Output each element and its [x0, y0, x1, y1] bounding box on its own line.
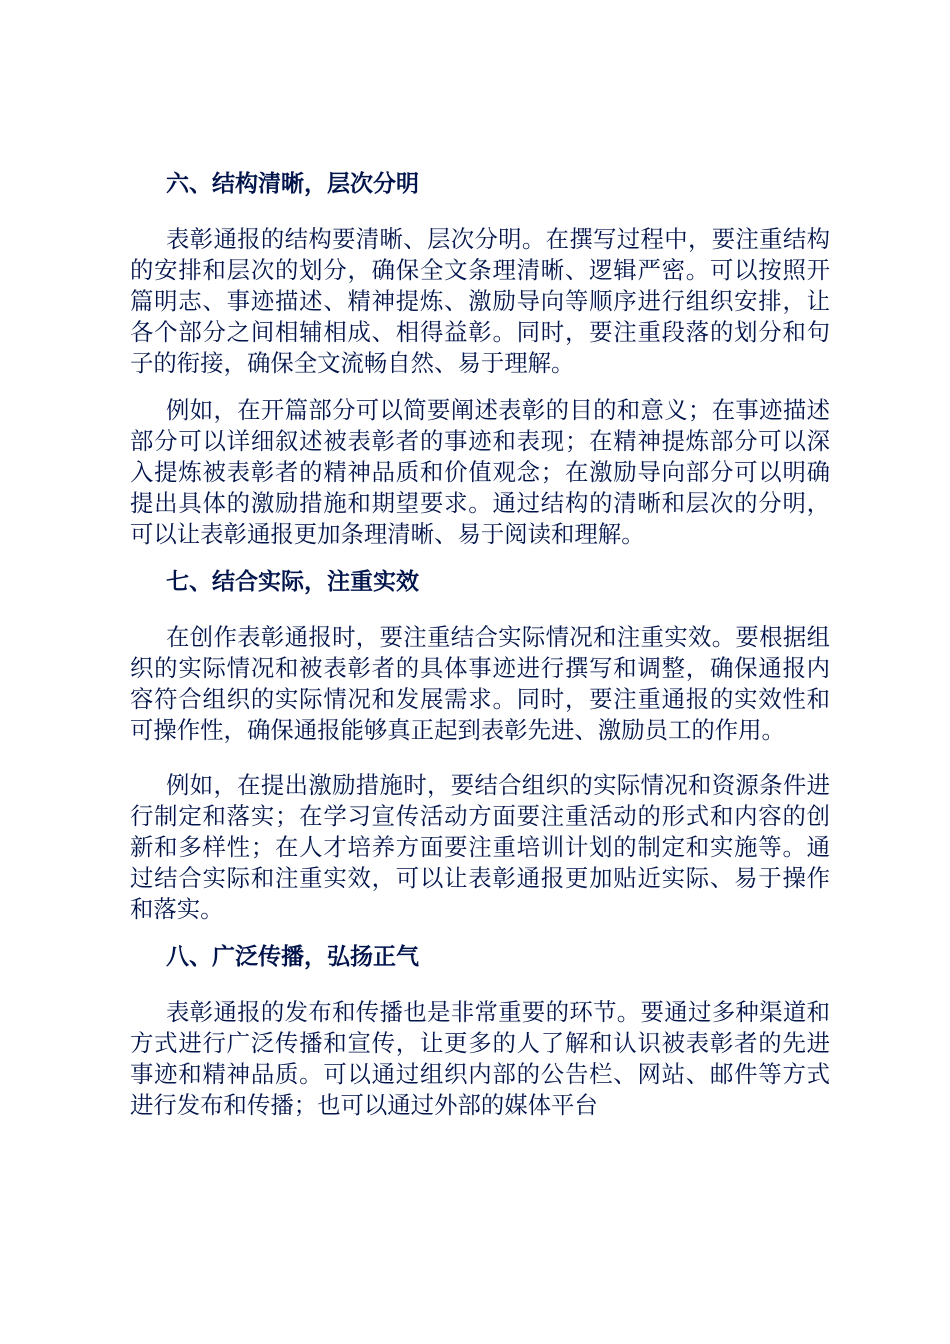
section-paragraph: 表彰通报的发布和传播也是非常重要的环节。要通过多种渠道和方式进行广泛传播和宣传，让更多的人了解和认识被表彰者的先进事迹和精神品质。可以通过组织内部的公告栏、网站、邮件等方式进行发布和传播；也可以通过外部的媒体平台 [130, 998, 830, 1119]
section-paragraph: 例如，在提出激励措施时，要结合组织的实际情况和资源条件进行制定和落实；在学习宣传活动方面要注重活动的形式和内容的创新和多样性；在人才培养方面要注重培训计划的制定和实施等。通过结合实际和注重实效，可以让表彰通报更加贴近实际、易于操作和落实。 [130, 771, 830, 923]
document-body [130, 166, 830, 1145]
section-heading: 六、结构清晰，层次分明 [166, 171, 419, 197]
section-paragraph: 表彰通报的结构要清晰、层次分明。在撰写过程中，要注重结构的安排和层次的划分，确保全文条理清晰、逻辑严密。可以按照开篇明志、事迹描述、精神提炼、激励导向等顺序进行组织安排，让各个部分之间相辅相成、相得益彰。同时，要注重段落的划分和句子的衔接，确保全文流畅自然、易于理解。 [130, 225, 830, 377]
section-heading: 七、结合实际，注重实效 [166, 569, 419, 595]
section-paragraph: 在创作表彰通报时，要注重结合实际情况和注重实效。要根据组织的实际情况和被表彰者的具体事迹进行撰写和调整，确保通报内容符合组织的实际情况和发展需求。同时，要注重通报的实效性和可操作性，确保通报能够真正起到表彰先进、激励员工的作用。 [130, 623, 830, 744]
section-paragraph: 例如，在开篇部分可以简要阐述表彰的目的和意义；在事迹描述部分可以详细叙述被表彰者的事迹和表现；在精神提炼部分可以深入提炼被表彰者的精神品质和价值观念；在激励导向部分可以明确提出具体的激励措施和期望要求。通过结构的清晰和层次的分明，可以让表彰通报更加条理清晰、易于阅读和理解。 [130, 396, 830, 548]
section-heading: 八、广泛传播，弘扬正气 [166, 944, 419, 970]
